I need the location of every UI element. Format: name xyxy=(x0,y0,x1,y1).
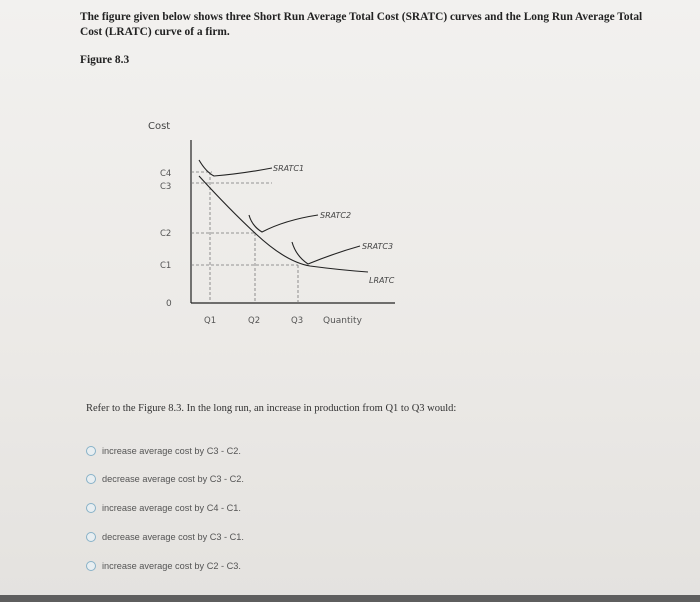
radio-icon[interactable] xyxy=(86,446,96,456)
sratc1-label: SRATC1 xyxy=(273,164,305,173)
answer-option-label: decrease average cost by C3 - C1. xyxy=(102,532,244,542)
x-axis-title: Quantity xyxy=(323,316,362,326)
answer-option-4[interactable] xyxy=(86,528,244,546)
radio-icon[interactable] xyxy=(86,561,96,571)
answer-option-label: increase average cost by C3 - C2. xyxy=(102,446,241,456)
radio-icon[interactable] xyxy=(86,503,96,513)
y-axis-title: Cost xyxy=(148,121,171,132)
answer-option-5[interactable] xyxy=(86,557,241,575)
answer-option-label: increase average cost by C2 - C3. xyxy=(102,561,241,571)
lratc-label: LRATC xyxy=(369,276,395,285)
x-label-q3: Q3 xyxy=(291,316,304,326)
y-label-c3: C3 xyxy=(160,182,172,192)
figure-label: Figure 8.3 xyxy=(80,54,130,66)
sratc2-label: SRATC2 xyxy=(320,211,352,220)
answer-option-label: decrease average cost by C3 - C2. xyxy=(102,474,244,484)
answer-option-label: increase average cost by C4 - C1. xyxy=(102,503,241,513)
x-label-q2: Q2 xyxy=(248,316,261,326)
answer-option-1[interactable] xyxy=(86,442,241,460)
y-label-c2: C2 xyxy=(160,229,172,239)
lratc-curve xyxy=(199,176,368,272)
sratc3-label: SRATC3 xyxy=(362,242,394,251)
radio-icon[interactable] xyxy=(86,532,96,542)
question-text: The figure given below shows three Short Run Average Total Cost (SRATC) curves and the Long Run Average Total Cost (LRATC) curve of a firm. xyxy=(80,11,643,38)
sratc1-curve xyxy=(199,160,272,176)
y-label-c1: C1 xyxy=(160,261,172,271)
screen-bottom-edge xyxy=(0,595,700,602)
radio-icon[interactable] xyxy=(86,474,96,484)
question-prompt: Refer to the Figure 8.3. In the long run, an increase in production from Q1 to Q3 would: xyxy=(86,403,457,414)
y-label-c4: C4 xyxy=(160,169,172,179)
x-label-q1: Q1 xyxy=(204,316,217,326)
sratc2-curve xyxy=(249,215,318,232)
answer-option-3[interactable] xyxy=(86,499,241,517)
sratc3-curve xyxy=(292,242,360,264)
y-label-origin: 0 xyxy=(166,299,172,309)
answer-option-2[interactable] xyxy=(86,470,244,488)
